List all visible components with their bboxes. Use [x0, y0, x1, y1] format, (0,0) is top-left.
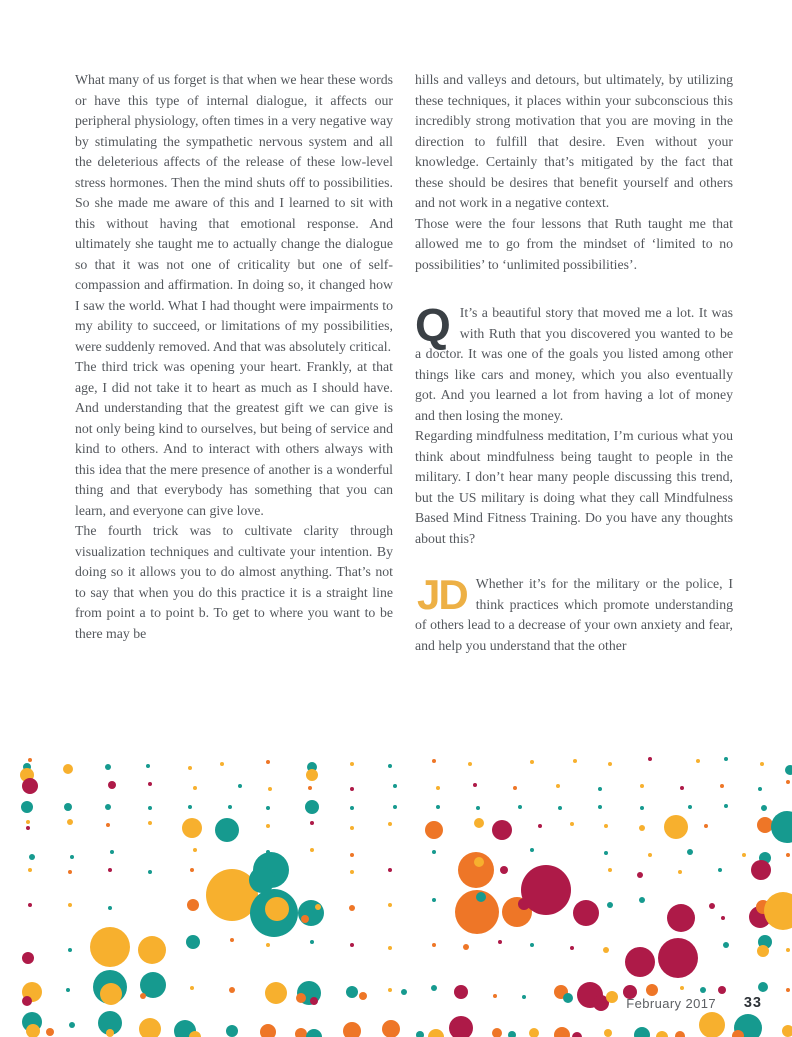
question-marker: Q [415, 299, 451, 351]
answer-block [415, 571, 733, 656]
question-text: It’s a beautiful story that moved me a lot. It was with Ruth that you discovered you wanted to be a doctor. It was one of the goals you listed among other things like cars and money, which you also eventually got. And you learned a lot from having a lot of money and then losing the money. [415, 305, 733, 423]
paragraph: Regarding mindfulness meditation, I’m curious what you think about mindfulness being taught to people in the military. I don’t hear many people discussing this trend, but the US military is doing what they call Mindfulness Based Mind Fitness Training. Do you have any thoughts about this? [415, 428, 733, 546]
left-column [75, 70, 393, 644]
answer-text: Whether it’s for the military or the police, I think practices which promote understanding of others lead to a decrease of your own anxiety and fear, and help you understand that the other [415, 576, 733, 653]
paragraph: hills and valleys and detours, but ultimately, by utilizing these techniques, it places within your subconscious this incredibly strong motivation that you are moving in the direction to fulfill that desire. Even without your knowledge. Certainly that’s mitigated by the fact that these should be desires that benefit yourself and others and not work in a negative context. [415, 72, 733, 210]
page-number: 33 [743, 995, 762, 1011]
paragraph: What many of us forget is that when we hear these words or have this type of internal dialogue, it affects our peripheral physiology, often times in a very negative way by stimulating the sympathetic nervous system and all the deleterious affects of the release of these low-level stress hormones. Then the mind shuts off to possibilities. So she made me aware of this and I learned to sit with this without having that emotional response. And ultimately she taught me to actually change the dialogue so that it was not one of criticality but one of self-compassion and affirmation. In doing so, it changed how I saw the world. What I had thought were impairments to my ability to succeed, or limitations of my possibilities, were suddenly removed. And that was absolutely critical. [75, 72, 393, 354]
paragraph: The third trick was opening your heart. Frankly, at that age, I did not take it to heart as much as I should have. And understanding that the greatest gift we can give is not only being kind to ourselves, but being of service and kind to others. And to interact with others always with this idea that the mere presence of another is a wonderful thing and that everybody has something that you can learn, and everyone can give love. [75, 359, 393, 518]
paragraph: Those were the four lessons that Ruth taught me that allowed me to go from the mindset of ‘limited to no possibilities’ to ‘unlimited possibilities’. [415, 215, 733, 272]
footer-date: February 2017 [626, 996, 716, 1011]
answer-marker: JD [417, 571, 467, 618]
paragraph: The fourth trick was to cultivate clarity through visualization techniques and cultivate your intention. By doing so it allows you to do almost anything. That’s not to say that when you do this practice it is a straight line from point a to point b. To get to where you want to be there may be [75, 523, 393, 641]
question-block [415, 299, 733, 426]
right-column [415, 70, 733, 656]
